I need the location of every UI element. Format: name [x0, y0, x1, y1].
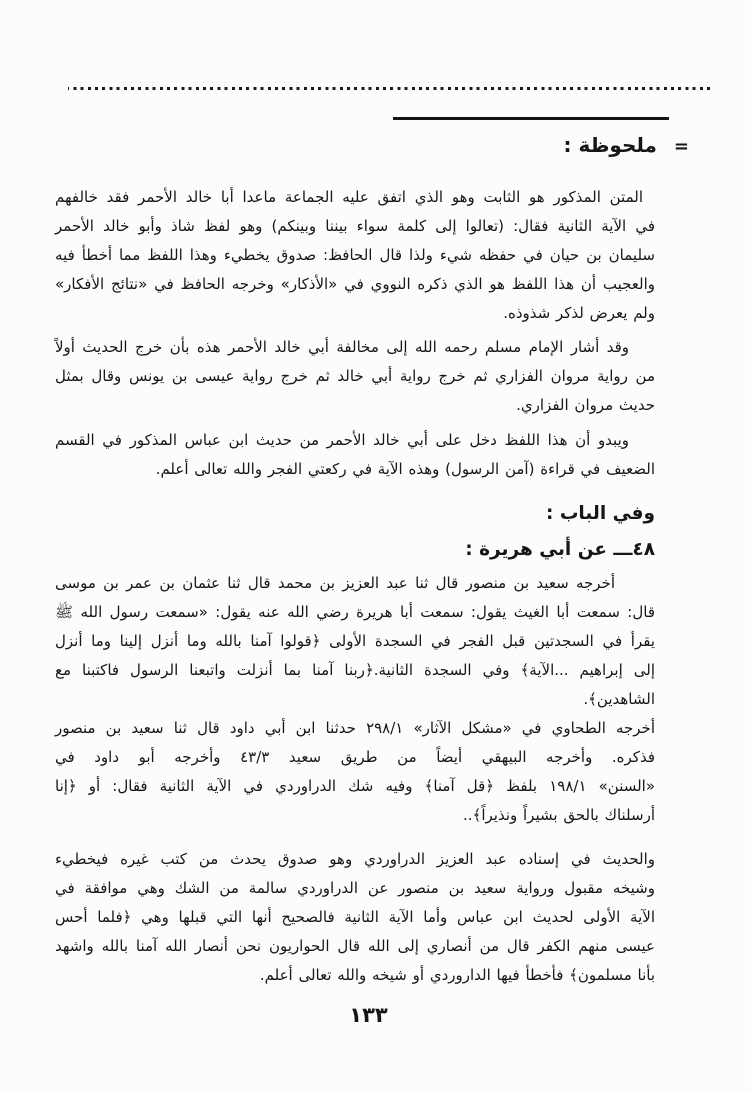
hadith-isnad-matn-line-2: قال: سمعت أبا الغيث يقول: سمعت أبا هريرة رضي الله عنه يقول: «سمعت رسول الله ﷺ: [55, 603, 655, 621]
commentary-line-3: الآية الأولى لحديث ابن عباس وأما الآية الثانية فالصحيح أنها التي قبلها وهي ﴿فلما أحس: [55, 908, 655, 926]
takhrij-line-2: فذكره. وأخرجه البيهقي أيضاً من طريق سعيد ٤٣/٣ وأخرجه أبو داود في: [55, 748, 655, 766]
text-blocks: [55, 183, 655, 990]
note-heading: [55, 131, 689, 161]
takhrij-line-4: أرسلناك بالحق بشيراً ونذيراً﴾..: [463, 806, 655, 824]
note-body-line-5: ولم يعرض لذكر شذوذه.: [503, 304, 655, 322]
hadith-isnad-matn-line-4: إلى إبراهيم ...الآية﴾ وفي السجدة الثانية.﴿ربنا آمنا بما أنزلت واتبعنا الرسول فاكتبنا مع: [55, 661, 655, 679]
muslim-indication-line-3: حديث مروان الفزاري.: [516, 396, 655, 414]
hadith-48-heading: ٤٨ـــ عن أبي هريرة :: [465, 539, 655, 560]
note-body-line-3: سليمان بن حيان في حفظه شيء ولذا قال الحافظ: صدوق يخطيء وهذا اللفظ مما أخطأ فيه: [55, 246, 655, 264]
note-body-line-2: في الآية الثانية فقال: (تعالوا إلى كلمة سواء بيننا وبينكم) وهو لفظ شاذ وأبو خالد الأحمر: [55, 217, 655, 235]
footnote-separator-rule: [393, 117, 669, 120]
muslim-indication: [55, 333, 655, 420]
hadith-isnad-matn: [55, 569, 655, 714]
commentary-line-5: بأنا مسلمون﴾ فأخطأ فيها الداروردي أو شيخه والله تعالى أعلم.: [259, 966, 655, 984]
hadith-isnad-matn-line-3: يقرأ في السجدتين قبل الفجر في السجدة الأولى ﴿قولوا آمنا بالله وما أنزل إلينا وما أنزل: [55, 632, 655, 650]
page-number: ١٣٣: [349, 1003, 388, 1027]
note-title: ملحوظة :: [563, 133, 657, 157]
takhrij: [55, 714, 655, 830]
hadith-isnad-matn-line-1: أخرجه سعيد بن منصور قال ثنا عبد العزيز بن محمد قال ثنا عثمان بن عمر بن موسى: [55, 574, 615, 592]
muslim-indication-line-1: وقد أشار الإمام مسلم رحمه الله إلى مخالفة أبي خالد الأحمر هذه بأن خرج الحديث أولاً: [55, 338, 629, 356]
page-content: [0, 131, 751, 990]
hadith-isnad-matn-line-5: الشاهدين﴾.: [583, 690, 655, 708]
continuation-marker: =: [673, 136, 689, 157]
dotted-separator-rule: [68, 87, 710, 90]
conclusion-note: [55, 426, 655, 484]
takhrij-line-1: أخرجه الطحاوي في «مشكل الآثار» ٢٩٨/١ حدثنا ابن أبي داود قال ثنا سعيد بن منصور: [55, 719, 656, 737]
commentary-line-1: والحديث في إسناده عبد العزيز الدراوردي وهو صدوق يحدث من كتب غيره فيخطيء: [55, 850, 655, 868]
takhrij-line-3: «السنن» ١٩٨/١ بلفظ ﴿قل آمنا﴾ وفيه شك الدراوردي في الآية الثانية فقال: أو ﴿إنا: [55, 777, 656, 795]
chapter-heading: وفي الباب :: [546, 503, 655, 524]
note-body-line-1: المتن المذكور هو الثابت وهو الذي اتفق عليه الجماعة ماعدا أبا خالد الأحمر فقد خالفهم: [55, 188, 643, 206]
muslim-indication-line-2: من رواية مروان الفزاري ثم خرج رواية أبي خالد ثم خرج رواية عيسى بن يونس وقال بمثل: [55, 367, 655, 385]
commentary-line-4: عيسى منهم الكفر قال من أنصاري إلى الله قال الحواريون نحن أنصار الله آمنا بالله واشهد: [55, 937, 655, 955]
conclusion-note-line-1: ويبدو أن هذا اللفظ دخل على أبي خالد الأحمر من حديث ابن عباس المذكور في القسم: [55, 431, 629, 449]
note-body-line-4: والعجيب أن هذا اللفظ هو الذي ذكره النووي في «الأذكار» وخرجه الحافظ في «نتائج الأفكار»: [55, 275, 655, 293]
conclusion-note-line-2: الضعيف في قراءة (آمن الرسول) وهذه الآية في ركعتي الفجر والله تعالى أعلم.: [155, 460, 655, 478]
commentary: [55, 845, 655, 990]
commentary-line-2: وشيخه مقبول ورواية سعيد بن منصور عن الدراوردي سالمة من الشك وهي موافقة في: [55, 879, 655, 897]
note-body: [55, 183, 655, 328]
